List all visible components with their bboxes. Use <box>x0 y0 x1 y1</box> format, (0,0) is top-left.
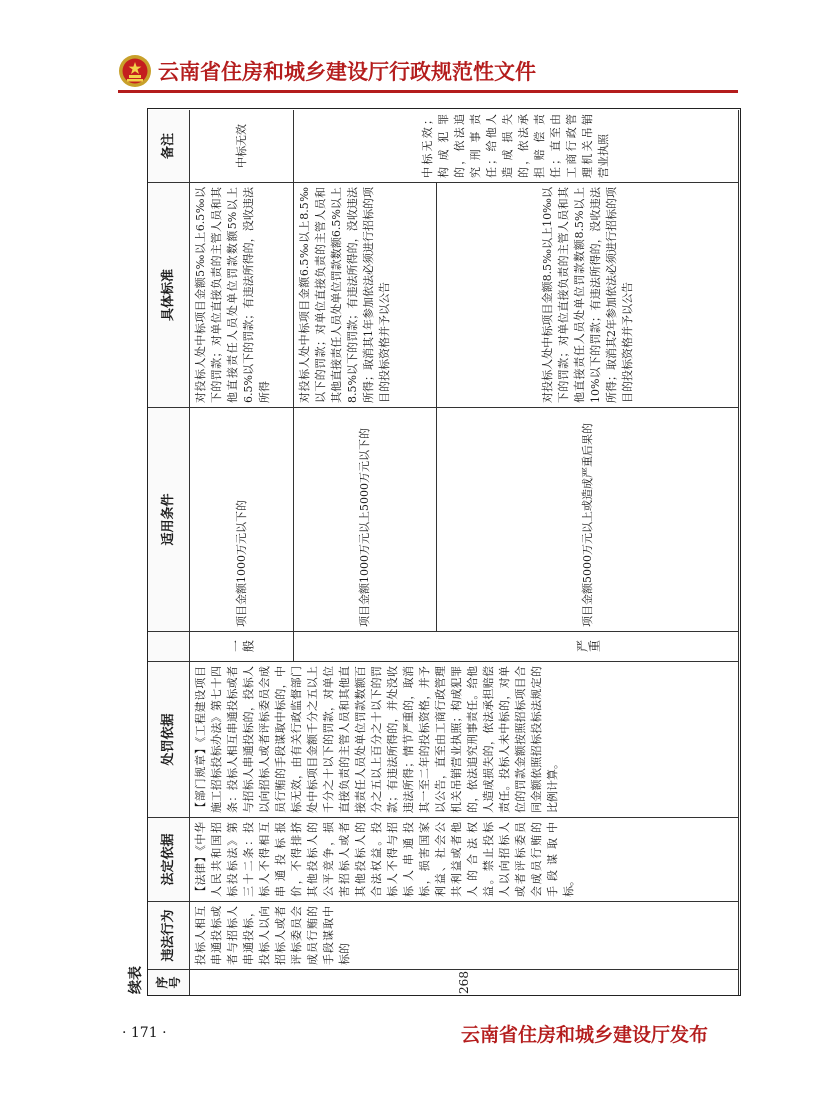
act-cell: 投标人相互串通投标或者与招标人串通投标，投标人以向招标人或者评标委员会成员行贿的手段谋取中标的 <box>190 901 739 969</box>
header-condition: 适用条件 <box>148 407 190 631</box>
header-legal-basis: 法定依据 <box>148 817 190 901</box>
severity-cell-tier2 <box>294 631 437 661</box>
penalty-basis-cell: 【部门规章】《工程建设项目施工招标投标办法》第七十四条：投标人相互串通投标或者与招标人串通投标的，投标人以向招标人或者评标委员会成员行贿的手段谋取中标的，中标无效，由有关行政监督部门处中标项目金额千分之五以上千分之十以下的罚款，对单位直接负责的主管人员和其他直接责任人员处单位罚款数额百分之五以上百分之十以下的罚款；有违法所得的，并处没收违法所得；情节严重的，取消其一至二年的投标资格，并予以公告，直至由工商行政管理机关吊销营业执照；构成犯罪的，依法追究刑事责任。给他人造成损失的，依法承担赔偿责任。投标人未中标的，对单位的罚款金额按照招标项目合同金额依照招标投标法规定的比例计算。 <box>190 661 739 817</box>
condition-cell-tier1: 项目金额1000万元以下的 <box>190 407 294 631</box>
header-severity <box>148 631 190 661</box>
header-penalty-basis: 处罚依据 <box>148 661 190 817</box>
seq-cell: 268 <box>190 969 739 995</box>
header-note: 备注 <box>148 110 190 182</box>
header-rule <box>118 90 738 93</box>
header-act: 违法行为 <box>148 901 190 969</box>
note-cell-tier2-3: 中标无效；构成犯罪的，依法追究刑事责任；给他人造成损失的，依法承担赔偿责任；直至由工商行政管理机关吊销营业执照 <box>294 110 739 182</box>
condition-cell-tier3: 项目金额5000万元以上或造成严重后果的 <box>437 407 739 631</box>
document-header <box>118 52 718 96</box>
severity-cell-serious: 严重 <box>437 631 739 661</box>
standard-cell-tier2: 对投标人处中标项目金额6.5‰以上8.5‰以下的罚款；对单位直接负责的主管人员和其他直接责任人员处单位罚款数额6.5%以上8.5%以下的罚款；有违法所得的，没收违法所得；取消其1年参加依法必须进行招标的项目的投标资格并予以公告 <box>294 182 437 407</box>
rotated-table-region <box>123 108 741 996</box>
national-emblem-icon <box>118 54 152 88</box>
continued-label: 续表 <box>128 966 144 994</box>
note-cell-tier1: 中标无效 <box>190 110 294 182</box>
standard-cell-tier1: 对投标人处中标项目金额5‰以上6.5‰以下的罚款；对单位直接负责的主管人员和其他直接责任人员处单位罚款数额5%以上6.5%以下的罚款；有违法所得的，没收违法所得 <box>190 182 294 407</box>
header-title: 云南省住房和城乡建设厅行政规范性文件 <box>158 60 536 84</box>
penalty-table <box>147 108 741 996</box>
footer-publisher: 云南省住房和城乡建设厅发布 <box>460 1024 708 1046</box>
standard-cell-tier3: 对投标人处中标项目金额8.5‰以上10‰以下的罚款；对单位直接负责的主管人员和其他直接责任人员处单位罚款数额8.5%以上10%以下的罚款；有违法所得的，没收违法所得；取消其2年参加依法必须进行招标的项目的投标资格并予以公告 <box>437 182 739 407</box>
condition-cell-tier2: 项目金额1000万元以上5000万元以下的 <box>294 407 437 631</box>
legal-basis-cell: 【法律】《中华人民共和国招标投标法》第三十二条：投标人不得相互串通投标报价，不得排挤其他投标人的公平竞争，损害招标人或者其他投标人的合法权益。投标人不得与招标人串通投标，损害国家利益、社会公共利益或者他人的合法权益。禁止投标人以向招标人或者评标委员会成员行贿的手段谋取中标。 <box>190 817 739 901</box>
page-number: · 171 · <box>122 1025 167 1041</box>
severity-cell-general: 一般 <box>190 631 294 661</box>
header-standard: 具体标准 <box>148 182 190 407</box>
header-seq: 序号 <box>148 969 190 995</box>
